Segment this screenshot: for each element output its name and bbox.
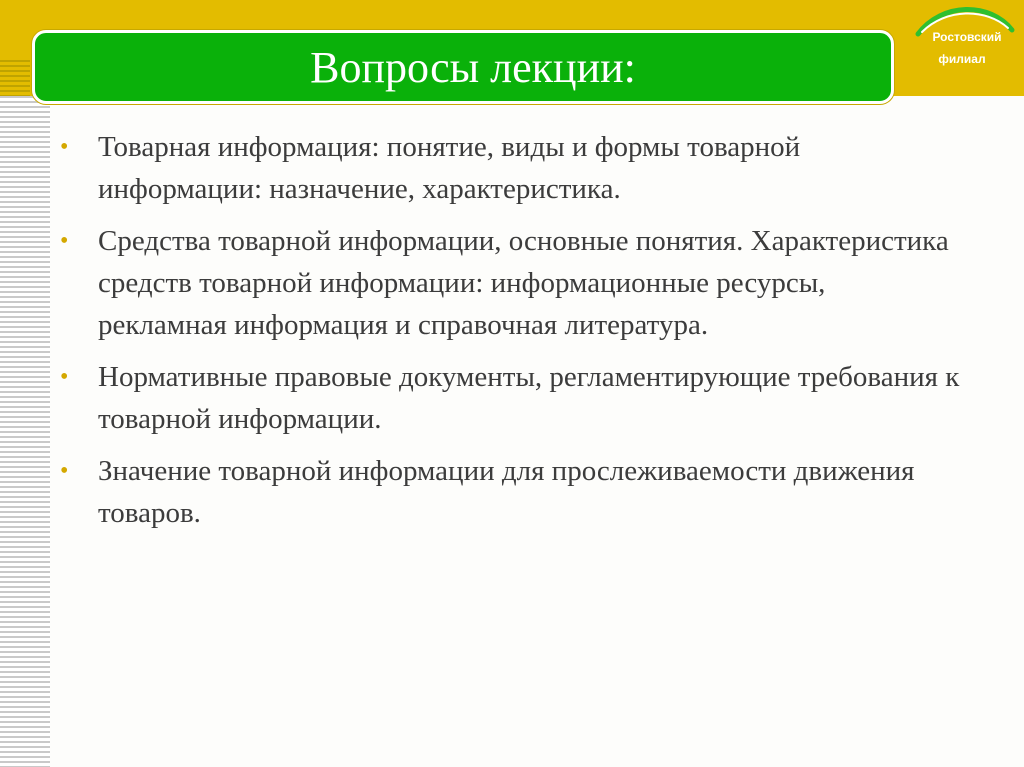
- slide-title: Вопросы лекции:: [310, 42, 636, 92]
- bullet-icon: •: [60, 228, 69, 254]
- bullet-icon: •: [60, 134, 69, 160]
- bullet-item: [60, 450, 960, 534]
- bullet-icon: •: [60, 458, 69, 484]
- bullet-item: [60, 356, 960, 440]
- bullet-text: Значение товарной информации для прослеживаемости движения товаров.: [98, 455, 915, 529]
- left-stripe-decoration-top: [0, 60, 30, 96]
- left-stripe-decoration: [0, 96, 50, 767]
- bullet-item: [60, 126, 960, 210]
- bullet-text: Нормативные правовые документы, регламентирующие требования к товарной информации.: [98, 361, 960, 435]
- bullet-text: Товарная информация: понятие, виды и формы товарной информации: назначение, характеристика.: [98, 131, 801, 205]
- logo-text-line2: филиал: [938, 52, 986, 66]
- bullet-icon: •: [60, 364, 69, 390]
- logo-text-line1: Ростовский: [932, 30, 1002, 44]
- title-banner: [32, 30, 894, 104]
- bullet-text: Средства товарной информации, основные понятия. Характеристика средств товарной информации: информационные ресурсы, рекламная информация и справочная литература.: [98, 225, 949, 341]
- bullet-list: [60, 126, 960, 544]
- bullet-item: [60, 220, 960, 346]
